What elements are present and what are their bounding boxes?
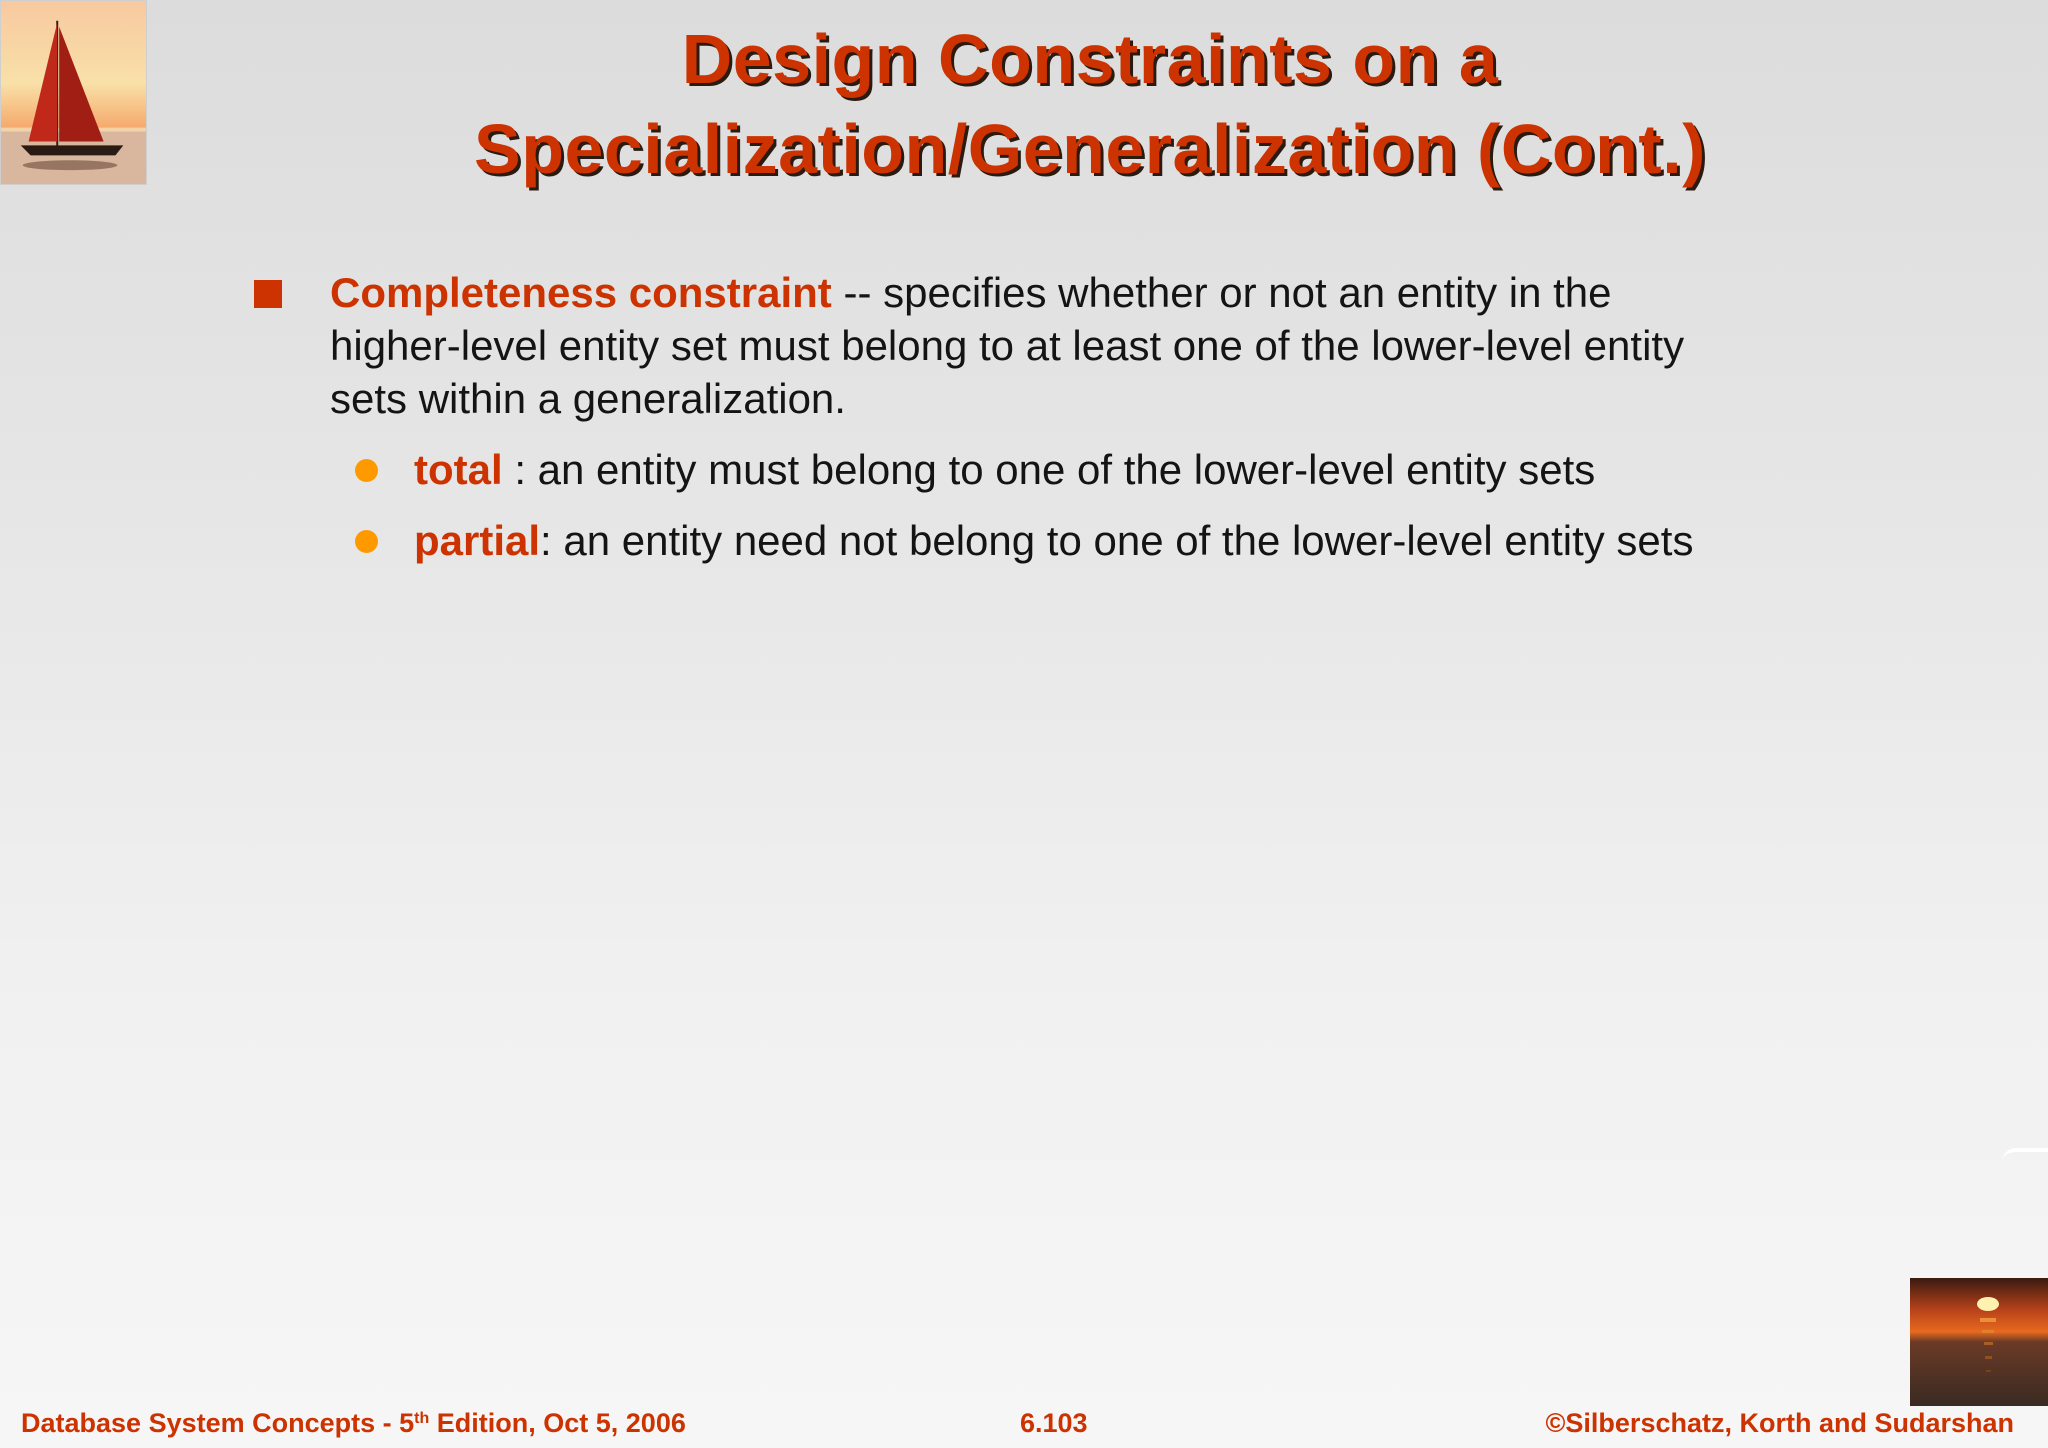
subbullet-total xyxy=(414,443,1712,496)
subbullet-term: partial xyxy=(414,517,541,564)
footer-left-suffix: Edition, Oct 5, 2006 xyxy=(429,1408,686,1438)
bullet-completeness xyxy=(252,266,1712,425)
subbullet-text: : an entity must belong to one of the lower-level entity sets xyxy=(502,446,1596,493)
footer-copyright: ©Silberschatz, Korth and Sudarshan xyxy=(1545,1408,2014,1438)
title-line-1: Design Constraints on a xyxy=(681,20,1499,98)
subbullet-partial xyxy=(414,514,1712,567)
sunset-image xyxy=(1910,1278,2048,1406)
slide-title xyxy=(360,14,1820,194)
circle-bullet-icon xyxy=(355,459,378,482)
sailboat-image xyxy=(0,0,147,185)
subbullet-term: total xyxy=(414,446,503,493)
circle-bullet-icon xyxy=(355,530,378,553)
bullet-text: -- specifies whether or not an entity in the higher-level entity set must belong to at least one of the lower-level entity sets within a generalization. xyxy=(330,269,1685,422)
footer-page-number: 6.103 xyxy=(1020,1408,1088,1438)
slide-content xyxy=(252,266,1712,567)
bullet-term: Completeness constraint xyxy=(330,269,832,316)
square-bullet-icon xyxy=(254,280,282,308)
subbullet-text: : an entity need not belong to one of the lower-level entity sets xyxy=(540,517,1694,564)
footer-left-prefix: Database System Concepts - 5 xyxy=(21,1408,415,1438)
title-line-2: Specialization/Generalization (Cont.) xyxy=(474,110,1706,188)
footer-left-sup: th xyxy=(414,1410,430,1427)
footer-book-title xyxy=(21,1408,686,1439)
decorative-curve xyxy=(2002,1148,2048,1162)
